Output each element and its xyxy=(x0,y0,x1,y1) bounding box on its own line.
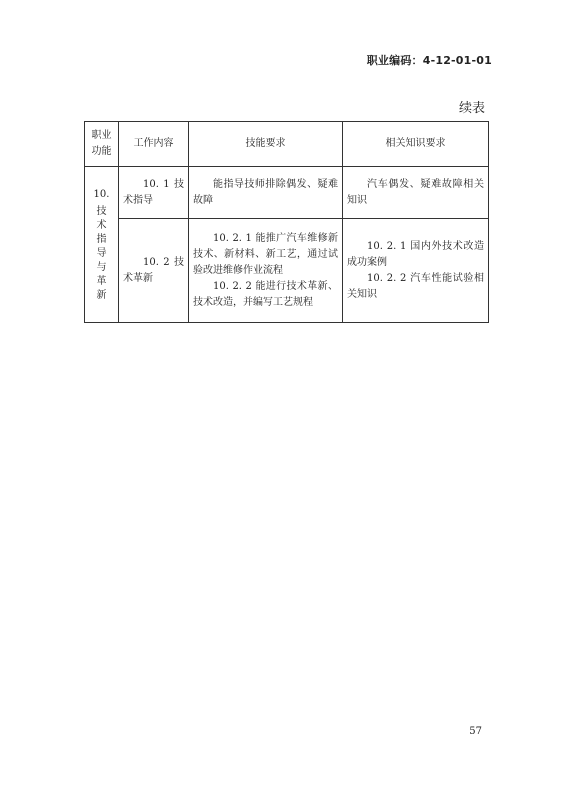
knowledge-requirement-text: 汽车偶发、疑难故障相关知识 xyxy=(347,178,484,206)
knowledge-requirement-text: 10. 2. 1 国内外技术改造成功案例 xyxy=(347,240,484,268)
skill-requirement-text: 10. 2. 2 能进行技术革新、技术改造，并编写工艺规程 xyxy=(193,280,338,308)
work-content-cell xyxy=(119,167,189,219)
table-header-row xyxy=(85,122,489,167)
header-knowledge-requirements: 相关知识要求 xyxy=(343,122,489,167)
table-row xyxy=(85,167,489,219)
skill-requirement-cell xyxy=(189,219,343,323)
header-work-content: 工作内容 xyxy=(119,122,189,167)
function-name: 技术指导与革新 xyxy=(96,205,107,301)
skill-requirement-text: 10. 2. 1 能推广汽车维修新技术、新材料、新工艺，通过试验改进维修作业流程 xyxy=(193,232,338,276)
function-cell xyxy=(85,167,119,323)
table-row xyxy=(85,219,489,323)
skills-table xyxy=(84,121,489,323)
header-skill-requirements: 技能要求 xyxy=(189,122,343,167)
skill-requirement-text: 能指导技师排除偶发、疑难故障 xyxy=(193,178,338,206)
table-continued-label: 续表 xyxy=(458,101,485,116)
function-number: 10. xyxy=(93,188,110,200)
work-content-text: 10. 2 技术革新 xyxy=(123,256,184,284)
knowledge-requirement-cell xyxy=(343,219,489,323)
skill-requirement-cell xyxy=(189,167,343,219)
header-function: 职业功能 xyxy=(85,122,119,167)
work-content-cell xyxy=(119,219,189,323)
page-number: 57 xyxy=(469,726,482,737)
work-content-text: 10. 1 技术指导 xyxy=(123,178,184,206)
knowledge-requirement-text: 10. 2. 2 汽车性能试验相关知识 xyxy=(347,272,484,300)
knowledge-requirement-cell xyxy=(343,167,489,219)
occupation-code: 职业编码：4-12-01-01 xyxy=(366,54,492,67)
